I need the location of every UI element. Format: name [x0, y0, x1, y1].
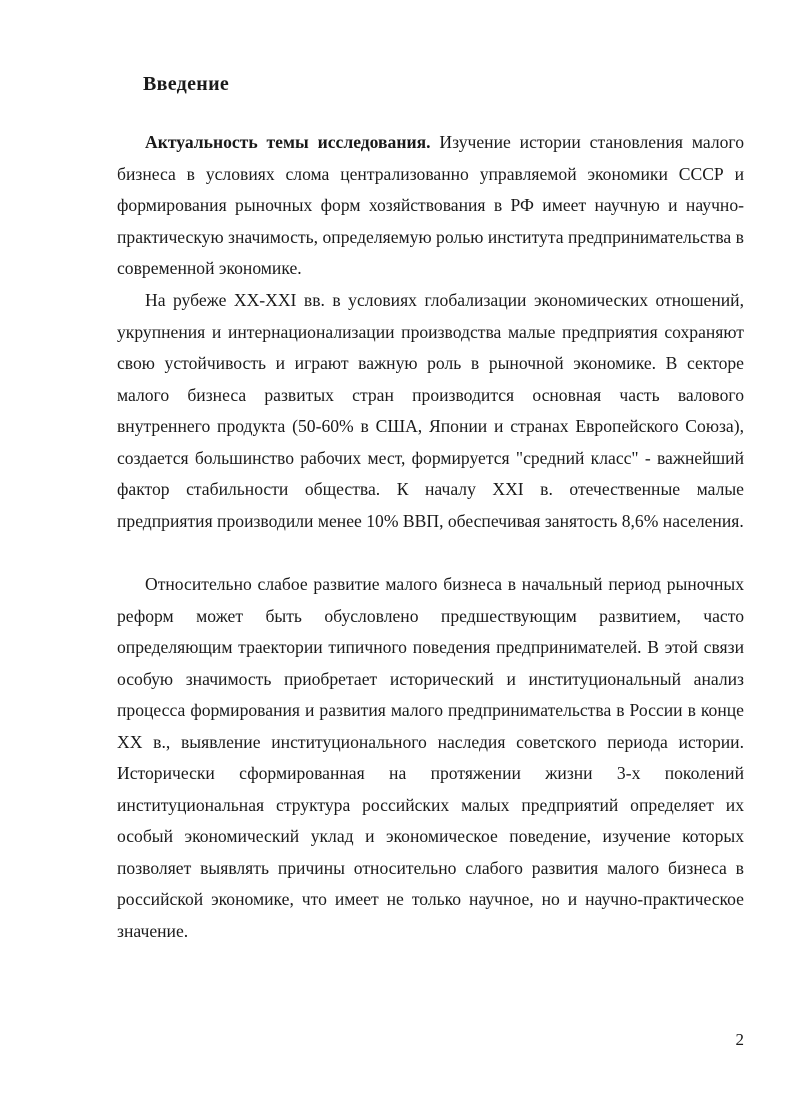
paragraph-text: На рубеже XX-XXI вв. в условиях глобализации экономических отношений, укрупнения и интернационализации производства малые предприятия сохраняют свою устойчивость и играют важную роль в рыночной экономике. В секторе малого бизнеса развитых стран производится основная часть валового внутреннего продукта (50-60% в США, Японии и странах Европейского Союза), создается большинство рабочих мест, формируется "средний класс" - важнейший фактор стабильности общества. К началу XXI в. отечественные малые предприятия производили менее 10% ВВП, обеспечивая занятость 8,6% населения.: [117, 290, 744, 531]
paragraph-text: Относительно слабое развитие малого бизнеса в начальный период рыночных реформ может быть обусловлено предшествующим развитием, часто определяющим траектории типичного поведения предпринимателей. В этой связи особую значимость приобретает исторический и институциональный анализ процесса формирования и развития малого предпринимательства в России в конце XX в., выявление институционального наследия советского периода истории. Исторически сформированная на протяжении жизни 3-х поколений институциональная структура российских малых предприятий определяет их особый экономический уклад и экономическое поведение, изучение которых позволяет выявлять причины относительно слабого развития малого бизнеса в российской экономике, что имеет не только научное, но и научно-практическое значение.: [117, 574, 744, 941]
page-number: 2: [735, 1030, 744, 1049]
paragraph-relevance: [117, 127, 744, 285]
paragraph-weak-development: [117, 569, 744, 947]
paragraph-small-business-role: [117, 285, 744, 537]
section-heading: Введение: [143, 73, 230, 95]
paragraph-text: Изучение истории становления малого бизнеса в условиях слома централизованно управляемой экономики СССР и формирования рыночных форм хозяйствования в РФ имеет научную и научно-практическую значимость, определяемую ролью института предпринимательства в современной экономике.: [117, 132, 744, 278]
paragraph-lead: Актуальность темы исследования.: [145, 132, 431, 152]
